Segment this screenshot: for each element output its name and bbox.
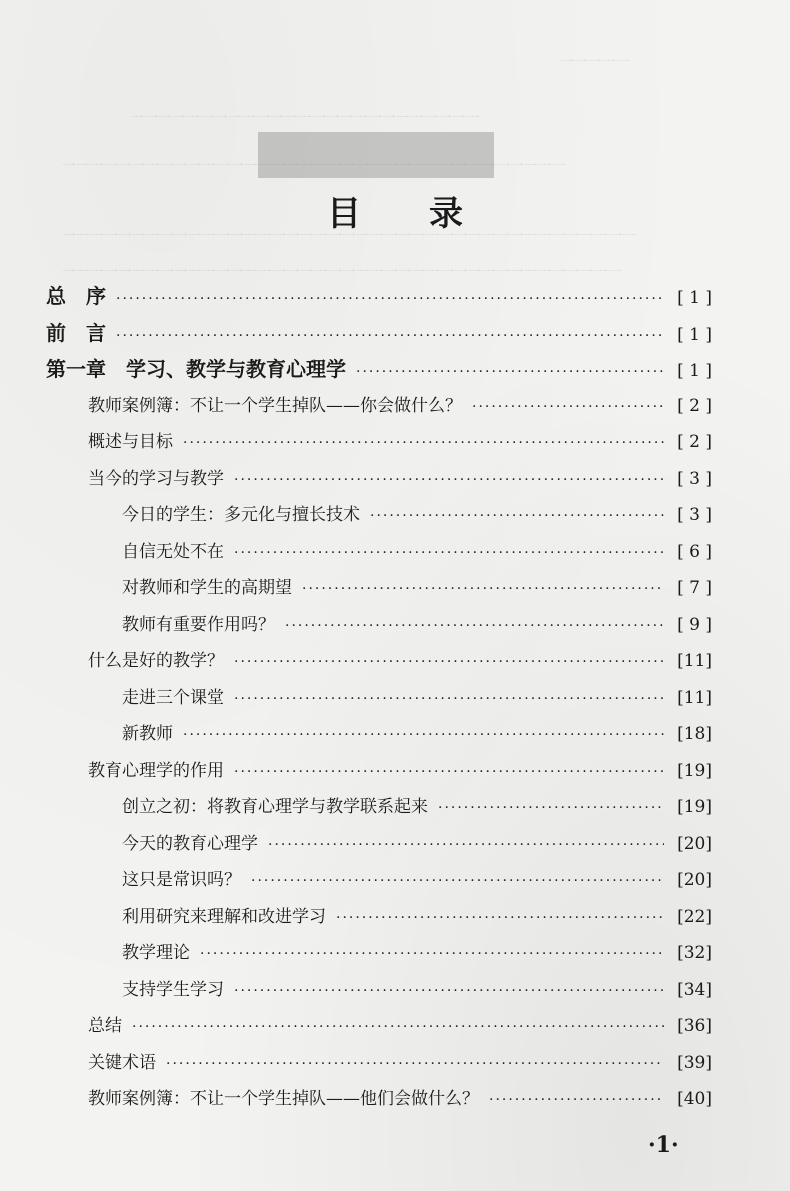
toc-entry	[122, 899, 712, 935]
toc-leader-dots	[183, 717, 664, 753]
toc-entry-label: 当今的学习与教学	[88, 468, 224, 489]
toc-entry	[122, 789, 712, 825]
toc-leader-dots	[268, 827, 664, 863]
toc-entry-label: 支持学生学习	[122, 979, 224, 1000]
toc-leader-dots	[356, 354, 664, 390]
toc-entry-page: [ 2 ]	[677, 395, 712, 416]
toc-leader-dots	[370, 498, 664, 534]
toc-entry-label: 教育心理学的作用	[88, 760, 224, 781]
toc-entry-label: 利用研究来理解和改进学习	[122, 906, 326, 927]
toc-entry	[88, 424, 712, 460]
toc-leader-dots	[234, 535, 664, 571]
toc-entry-page: [ 3 ]	[677, 505, 712, 525]
toc-entry-label: 概述与目标	[88, 432, 173, 452]
bleed-through-block	[258, 132, 494, 178]
toc-entry	[122, 680, 712, 716]
toc-entry-page: [36]	[677, 1016, 712, 1036]
toc-leader-dots	[336, 900, 664, 936]
toc-leader-dots	[166, 1046, 664, 1082]
page-title: 目录	[327, 194, 531, 234]
toc-leader-dots	[234, 973, 664, 1009]
toc-leader-dots	[489, 1082, 664, 1118]
toc-entry-label: 自信无处不在	[122, 541, 224, 562]
toc-entry	[46, 278, 712, 314]
toc-entry-label: 前 言	[46, 320, 106, 345]
toc-entry-label: 教师有重要作用吗？	[122, 614, 275, 635]
toc-entry-label: 教学理论	[122, 943, 190, 963]
toc-leader-dots	[472, 389, 664, 425]
toc-entry-page: [ 7 ]	[677, 578, 712, 598]
toc-leader-dots	[438, 790, 664, 826]
bleed-through-text: 一一一一一一一一一一一一一一一一一一一一一一一一一一一一一一一一一一一一一一一一	[62, 265, 622, 281]
toc-entry-page: [39]	[677, 1052, 712, 1073]
toc-entry	[46, 351, 712, 387]
toc-entry-label: 第一章 学习、教学与教育心理学	[46, 357, 346, 381]
toc-entry-page: [ 6 ]	[677, 541, 712, 562]
toc-entry-label: 总 序	[46, 284, 106, 308]
toc-entry	[88, 643, 712, 679]
toc-entry-page: [ 1 ]	[677, 288, 712, 308]
toc-entry-label: 教师案例簿：不让一个学生掉队——你会做什么？	[88, 395, 462, 416]
toc-entry-label: 今日的学生：多元化与擅长技术	[122, 505, 360, 525]
toc-entry	[46, 315, 712, 351]
toc-entry	[88, 1008, 712, 1044]
toc-entry-label: 今天的教育心理学	[122, 833, 258, 854]
toc-entry	[122, 862, 712, 898]
page-folio: ·1·	[648, 1132, 679, 1158]
toc-entry-label: 对教师和学生的高期望	[122, 578, 292, 598]
bleed-through-text: 一一一一一	[560, 55, 630, 71]
toc-entry	[88, 1081, 712, 1117]
toc-entry-page: [ 1 ]	[677, 361, 712, 381]
toc-entry-label: 创立之初：将教育心理学与教学联系起来	[122, 797, 428, 817]
toc-entry-label: 总结	[88, 1016, 122, 1036]
toc-entry	[122, 826, 712, 862]
toc-entry-page: [18]	[677, 724, 712, 744]
toc-leader-dots	[234, 462, 664, 498]
toc-leader-dots	[285, 608, 664, 644]
toc-leader-dots	[183, 425, 664, 461]
bleed-through-text: 一一一一一一一一一一一一一一一一一一一一一一一一一	[130, 111, 480, 127]
toc-entry	[122, 935, 712, 971]
toc-leader-dots	[200, 936, 664, 972]
toc-entry-page: [22]	[677, 906, 712, 927]
toc-entry-page: [ 3 ]	[677, 468, 712, 489]
toc-entry-page: [20]	[677, 870, 712, 890]
toc-leader-dots	[234, 754, 664, 790]
bleed-through-text: 一一一一一一一一一一一一一一一一一一一一一一一一一一一一一一一一一一一一	[62, 159, 566, 175]
toc-entry-page: [19]	[677, 760, 712, 781]
toc-entry-label: 这只是常识吗？	[122, 870, 241, 890]
toc-entry-page: [ 9 ]	[677, 614, 712, 635]
toc-entry	[122, 716, 712, 752]
toc-leader-dots	[116, 281, 664, 317]
toc-entry	[88, 388, 712, 424]
toc-entry-page: [11]	[677, 687, 712, 708]
toc-entry	[88, 753, 712, 789]
toc-entry	[122, 570, 712, 606]
toc-entry-page: [11]	[677, 651, 712, 671]
toc-leader-dots	[234, 644, 664, 680]
toc-leader-dots	[234, 681, 664, 717]
toc-entry	[122, 534, 712, 570]
toc-entry-label: 什么是好的教学？	[88, 651, 224, 671]
toc-leader-dots	[132, 1009, 664, 1045]
toc-leader-dots	[251, 863, 664, 899]
toc-entry-page: [32]	[677, 943, 712, 963]
toc-entry-page: [20]	[677, 833, 712, 854]
toc-leader-dots	[116, 318, 664, 354]
toc-entry-page: [40]	[677, 1089, 712, 1109]
toc-entry-page: [19]	[677, 797, 712, 817]
toc-entry-label: 关键术语	[88, 1052, 156, 1073]
toc-entry	[88, 1045, 712, 1081]
toc-entry-label: 走进三个课堂	[122, 687, 224, 708]
toc-entry	[88, 461, 712, 497]
toc-entry-page: [34]	[677, 979, 712, 1000]
toc-entry-label: 新教师	[122, 724, 173, 744]
toc-entry	[122, 972, 712, 1008]
toc-entry-label: 教师案例簿：不让一个学生掉队——他们会做什么？	[88, 1089, 479, 1109]
toc-leader-dots	[302, 571, 664, 607]
toc-entry	[122, 497, 712, 533]
toc-entry	[122, 607, 712, 643]
toc-entry-page: [ 2 ]	[677, 432, 712, 452]
bleed-through-text: 一一一一一一一一一一一一一一一一一一一一一一一一一一一一一一一一一一一一一一一一一	[62, 229, 636, 245]
toc-entry-page: [ 1 ]	[677, 324, 712, 345]
